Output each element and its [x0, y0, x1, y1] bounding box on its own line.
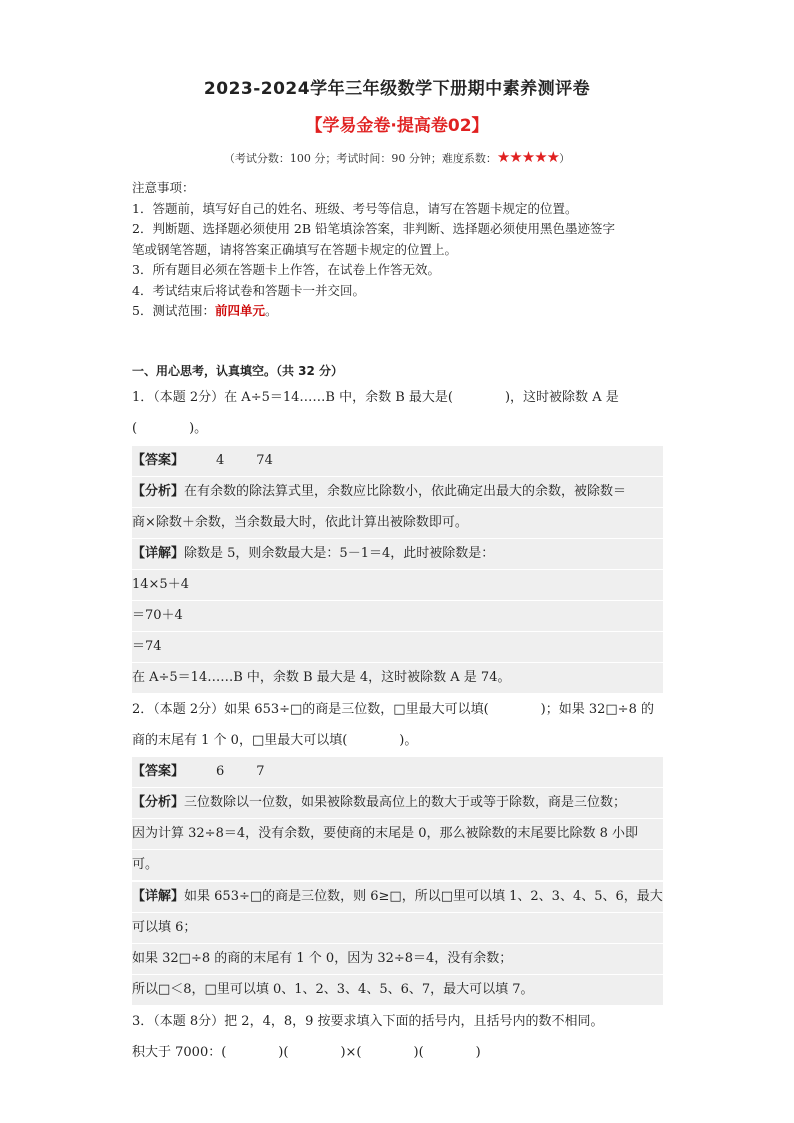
- q1-answer: [132, 446, 663, 476]
- q2-detail-line-3: 如果 32□÷8 的商的末尾有 1 个 0，因为 32÷8＝4，没有余数；: [132, 944, 663, 974]
- q1-stem-a: 1．（本题 2分）在 A÷5＝14……B 中，余数 B 最大是(: [132, 390, 453, 405]
- notes-block: [132, 178, 672, 322]
- q2-answer-2: 7: [256, 764, 265, 779]
- q3-product-line: [132, 1038, 663, 1068]
- q3-stem: 3．（本题 8分）把 2，4，8，9 按要求填入下面的括号内，且括号内的数不相同。: [132, 1014, 604, 1029]
- q2-stem-a: 2．（本题 2分）如果 653÷□的商是三位数，□里最大可以填(: [132, 702, 489, 717]
- meta-prefix: （考试分数：100 分；考试时间：90 分钟；难度系数：: [223, 152, 497, 165]
- q1-calc-3: ＝74: [132, 632, 663, 662]
- q2-answer-1: 6: [216, 764, 225, 779]
- q1-conclusion: 在 A÷5＝14……B 中，余数 B 最大是 4，这时被除数 A 是 74。: [132, 663, 663, 693]
- q2-stem-d: )。: [399, 733, 418, 748]
- q1-answer-1: 4: [216, 453, 225, 468]
- q2-stem-b: )；如果 32□÷8 的: [540, 702, 654, 717]
- note-item-3: 3．所有题目必须在答题卡上作答，在试卷上作答无效。: [132, 262, 440, 277]
- detail-tag: 【详解】: [132, 889, 185, 904]
- q2-stem-line-1: [132, 695, 663, 725]
- difficulty-stars-icon: ★★★★★: [496, 148, 560, 166]
- q1-stem-line-1: [132, 383, 663, 413]
- q1-stem-c-open: (: [132, 421, 138, 436]
- q1-analysis-a: 在有余数的除法算式里，余数应比除数小，依此确定出最大的余数，被除数＝: [184, 484, 627, 499]
- q2-detail-line-2: 可以填 6；: [132, 913, 663, 943]
- analysis-tag: 【分析】: [132, 795, 185, 810]
- notes-heading: 注意事项：: [132, 180, 195, 195]
- q2-analysis-line-1: [132, 788, 663, 818]
- q2-answer: [132, 757, 663, 787]
- answer-tag: 【答案】: [132, 453, 185, 468]
- q2-detail-a: 如果 653÷□的商是三位数，则 6≥□，所以□里可以填 1、2、3、4、5、6，最大: [184, 889, 663, 904]
- q1-calc-2: ＝70＋4: [132, 601, 663, 631]
- paper-subtitle: 【学易金卷·提高卷02】: [305, 116, 489, 136]
- q1-stem-c-close: )。: [189, 421, 208, 436]
- note-item-2b: 笔或钢笔答题，请将答案正确填写在答题卡规定的位置上。: [132, 241, 458, 257]
- note-item-5-suffix: 。: [264, 303, 278, 318]
- q1-analysis-line-2: 商×除数＋余数，当余数最大时，依此计算出被除数即可。: [132, 508, 663, 538]
- analysis-tag: 【分析】: [132, 484, 185, 499]
- q1-calc-1: 14×5＋4: [132, 570, 663, 600]
- detail-tag: 【详解】: [132, 546, 185, 561]
- meta-suffix: ）: [559, 152, 571, 165]
- note-item-2a: 2．判断题、选择题必须使用 2B 铅笔填涂答案，非判断、选择题必须使用黑色墨迹签字: [132, 221, 616, 236]
- q1-answer-2: 74: [256, 453, 273, 468]
- section-1-title: 一、用心思考，认真填空。（共 32 分）: [132, 364, 344, 378]
- q2-detail-line-1: [132, 882, 663, 912]
- q1-stem-b: )，这时被除数 A 是: [504, 390, 619, 405]
- q2-detail-line-4: 所以□＜8，□里可以填 0、1、2、3、4、5、6、7，最大可以填 7。: [132, 975, 663, 1005]
- q2-stem-c: 商的末尾有 1 个 0，□里最大可以填(: [132, 733, 348, 748]
- test-scope: 前四单元: [214, 303, 265, 318]
- note-item-5: [132, 301, 672, 322]
- q1-detail-a: 除数是 5，则余数最大是：5－1＝4，此时被除数是：: [184, 546, 495, 561]
- q3-paren-2: )×(: [340, 1045, 362, 1060]
- q1-detail-line-1: [132, 539, 663, 569]
- q1-analysis-line-1: [132, 477, 663, 507]
- q3-paren-3: )(: [413, 1045, 424, 1060]
- q2-analysis-line-2: 因为计算 32÷8＝4，没有余数，要使商的末尾是 0，那么被除数的末尾要比除数 8 小即: [132, 819, 663, 849]
- q3-line-prefix: 积大于 7000：(: [132, 1045, 227, 1060]
- q2-stem-line-2: [132, 726, 663, 756]
- answer-tag: 【答案】: [132, 764, 185, 779]
- exam-meta: [0, 148, 794, 166]
- q2-analysis-line-3: 可。: [132, 850, 663, 880]
- note-item-1: 1．答题前，填写好自己的姓名、班级、考号等信息，请写在答题卡规定的位置。: [132, 200, 578, 216]
- q1-stem-line-2: [132, 414, 663, 444]
- note-item-5-prefix: 5．测试范围：: [132, 303, 215, 318]
- q3-paren-4: ): [475, 1045, 481, 1060]
- q2-analysis-a: 三位数除以一位数，如果被除数最高位上的数大于或等于除数，商是三位数；: [184, 795, 627, 810]
- note-item-4: 4．考试结束后将试卷和答题卡一并交回。: [132, 282, 365, 298]
- q3-paren-1: )(: [278, 1045, 289, 1060]
- page-title: 2023-2024学年三年级数学下册期中素养测评卷: [203, 79, 591, 99]
